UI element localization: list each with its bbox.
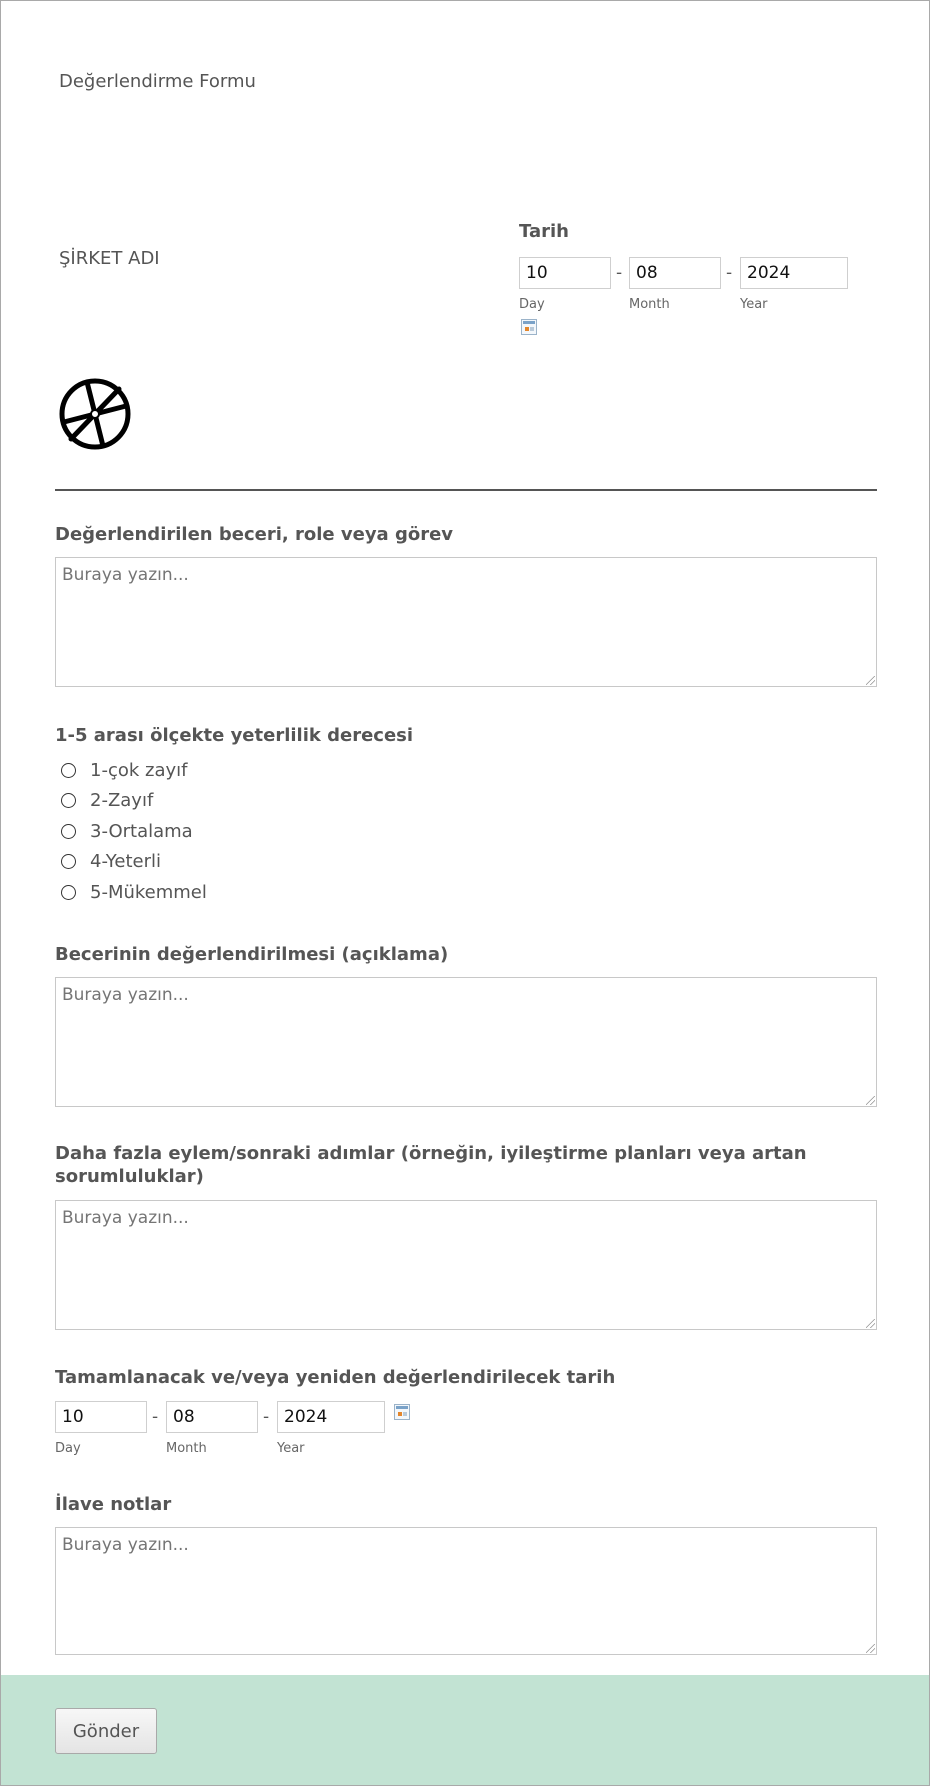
skill-label: Değerlendirilen beceri, role veya görev <box>55 524 454 545</box>
resize-grip-icon[interactable] <box>866 676 875 685</box>
month-sublabel: Month <box>629 297 670 312</box>
due-date-day-input[interactable] <box>55 1401 147 1433</box>
rating-option-label: 1-çok zayıf <box>90 759 188 781</box>
year-sublabel: Year <box>277 1441 305 1456</box>
resize-grip-icon[interactable] <box>866 1096 875 1105</box>
resize-grip-icon[interactable] <box>866 1319 875 1328</box>
radio-button[interactable] <box>61 763 76 778</box>
due-date-label: Tamamlanacak ve/veya yeniden değerlendirilecek tarih <box>55 1367 616 1388</box>
header-date-separator: - <box>726 263 733 283</box>
due-date-month-input[interactable] <box>166 1401 258 1433</box>
due-date-separator: - <box>263 1407 270 1427</box>
header-date-label: Tarih <box>519 221 569 242</box>
notes-label: İlave notlar <box>55 1494 172 1515</box>
next-steps-label: Daha fazla eylem/sonraki adımlar (örneğin, iyileştirme planları veya artan sorumluluklar) <box>55 1143 807 1187</box>
radio-button[interactable] <box>61 885 76 900</box>
month-sublabel: Month <box>166 1441 207 1456</box>
company-name: ŞİRKET ADI <box>59 248 160 269</box>
day-sublabel: Day <box>519 297 545 312</box>
radio-button[interactable] <box>61 824 76 839</box>
rating-option[interactable] <box>61 848 161 874</box>
radio-button[interactable] <box>61 793 76 808</box>
camera-aperture-icon <box>59 378 131 450</box>
assessment-label: Becerinin değerlendirilmesi (açıklama) <box>55 944 449 965</box>
header-date-day-input[interactable] <box>519 257 611 289</box>
rating-option-label: 2-Zayıf <box>90 789 154 811</box>
assessment-textarea[interactable] <box>55 977 877 1107</box>
notes-textarea[interactable] <box>55 1527 877 1655</box>
due-date-year-input[interactable] <box>277 1401 385 1433</box>
day-sublabel: Day <box>55 1441 81 1456</box>
rating-option-label: 3-Ortalama <box>90 820 193 842</box>
calendar-icon[interactable] <box>394 1404 410 1420</box>
rating-option-label: 4-Yeterli <box>90 850 162 872</box>
header-date-year-input[interactable] <box>740 257 848 289</box>
header-date-month-input[interactable] <box>629 257 721 289</box>
due-date-separator: - <box>152 1407 159 1427</box>
rating-option[interactable] <box>61 818 193 844</box>
calendar-icon[interactable] <box>521 319 537 335</box>
rating-option-label: 5-Mükemmel <box>90 881 207 903</box>
divider <box>55 489 877 491</box>
form-title: Değerlendirme Formu <box>59 71 256 92</box>
rating-option[interactable] <box>61 757 187 783</box>
submit-button[interactable]: Gönder <box>55 1708 157 1754</box>
header-date-separator: - <box>616 263 623 283</box>
radio-button[interactable] <box>61 854 76 869</box>
next-steps-textarea[interactable] <box>55 1200 877 1330</box>
rating-option[interactable] <box>61 879 207 905</box>
resize-grip-icon[interactable] <box>866 1644 875 1653</box>
skill-textarea[interactable] <box>55 557 877 687</box>
year-sublabel: Year <box>740 297 768 312</box>
rating-option[interactable] <box>61 787 153 813</box>
rating-label: 1-5 arası ölçekte yeterlilik derecesi <box>55 725 414 746</box>
